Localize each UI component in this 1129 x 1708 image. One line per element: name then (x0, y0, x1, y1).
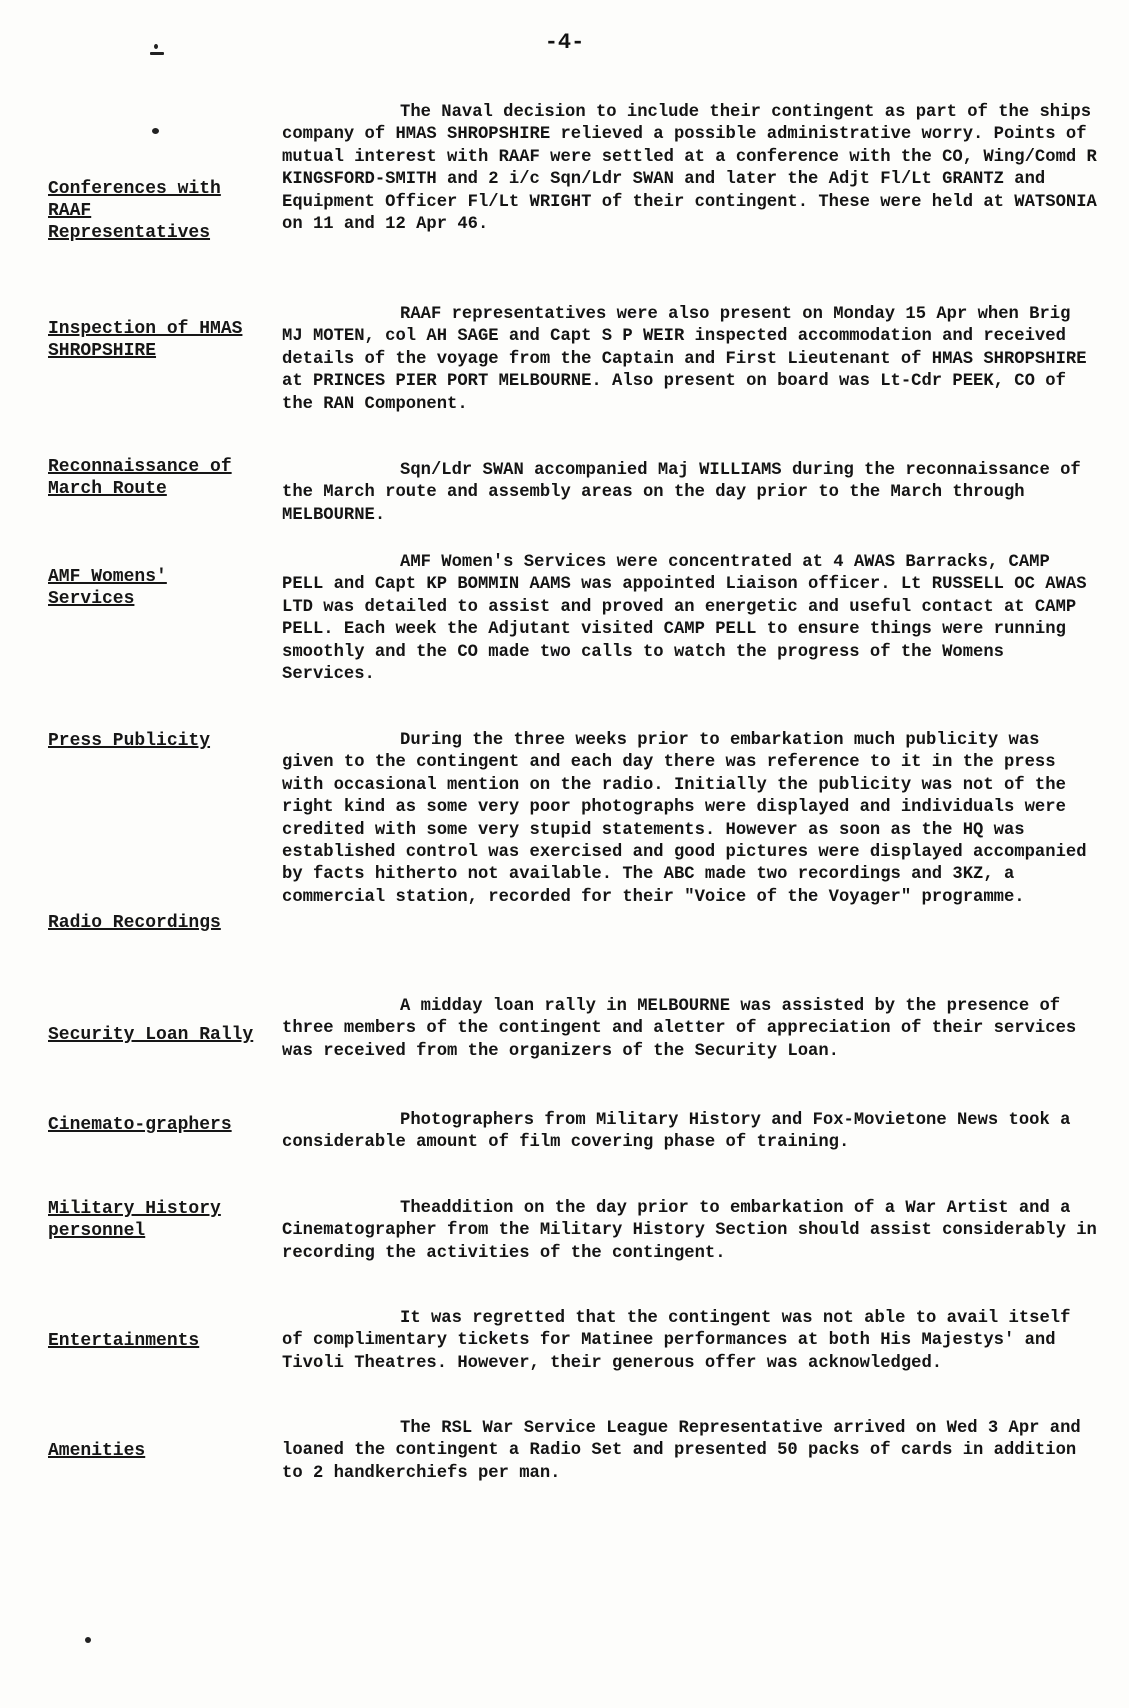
side-heading-conferences: Conferences with RAAF Representatives (48, 179, 221, 243)
scan-speck (150, 52, 164, 55)
side-heading-entertainments: Entertainments (48, 1331, 200, 1351)
side-heading-security-loan-rally: Security Loan Rally (48, 1025, 254, 1045)
side-heading-amenities: Amenities (48, 1441, 146, 1461)
paragraph-amenities: The RSL War Service League Representative arrived on Wed 3 Apr and loaned the contingent a Radio Set and presented 50 packs of cards in addition to 2 handkerchiefs per man. (282, 1419, 1081, 1483)
side-heading-military-history: Military History personnel (48, 1199, 221, 1241)
paragraph-entertainments: It was regretted that the contingent was not able to avail itself of complimentary tickets for Matinee performances at both His Majestys' and Tivoli Theatres. However, their generous offer was acknowledged. (282, 1309, 1071, 1373)
paragraph-reconnaissance: Sqn/Ldr SWAN accompanied Maj WILLIAMS during the reconnaissance of the March route and assembly areas on the day prior to the March through MELBOURNE. (282, 461, 1081, 525)
side-heading-press-publicity: Press Publicity (48, 731, 211, 751)
side-heading-womens-services: AMF Womens' Services (48, 567, 167, 609)
scan-speck (152, 128, 159, 134)
paragraph-military-history: Theaddition on the day prior to embarkation of a War Artist and a Cinematographer from the Military History Section should assist considerably in recording the activities of the contingent. (282, 1199, 1097, 1263)
paragraph-conferences: The Naval decision to include their contingent as part of the ships company of HMAS SHROPSHIRE relieved a possible administrative worry. Points of mutual interest with RAAF were settled at a conference with the CO, Wing/Comd R KINGSFORD-SMITH and 2 i/c Sqn/Ldr SWAN and later the Adjt Fl/Lt GRANTZ and Equipment Officer Fl/Lt WRIGHT of their contingent. These were held at WATSONIA on 11 and 12 Apr 46. (282, 103, 1097, 235)
side-heading-radio-recordings: Radio Recordings (48, 913, 221, 933)
paragraph-womens-services: AMF Women's Services were concentrated at 4 AWAS Barracks, CAMP PELL and Capt KP BOMMIN AAMS was appointed Liaison officer. Lt RUSSELL OC AWAS LTD was detailed to assist and proved an energetic and useful contact at CAMP PELL. Each week the Adjutant visited CAMP PELL to ensure things were running smoothly and the CO made two calls to watch the progress of the Womens Services. (282, 553, 1087, 685)
scan-speck (154, 44, 158, 49)
paragraph-cinematographers: Photographers from Military History and Fox-Movietone News took a considerable amount of film covering phase of training. (282, 1111, 1071, 1153)
side-heading-reconnaissance: Reconnaissance of March Route (48, 457, 232, 499)
paragraph-press-publicity: During the three weeks prior to embarkation much publicity was given to the contingent and each day there was reference to it in the press with occasional mention on the radio. Initially the publicity was not of the right kind as some very poor photographs were displayed and individuals were credited with some very stupid statements. However as soon as the HQ was established control was exercised and good pictures were displayed accompanied by facts hitherto not available. The ABC made two recordings and 3KZ, a commercial station, recorded for their "Voice of the Voyager" programme. (282, 731, 1087, 907)
page-number: -4- (544, 30, 585, 55)
side-heading-cinematographers: Cinemato-graphers (48, 1115, 232, 1135)
side-heading-inspection: Inspection of HMAS SHROPSHIRE (48, 319, 243, 361)
paragraph-security-loan-rally: A midday loan rally in MELBOURNE was assisted by the presence of three members of the contingent and aletter of appreciation of their services was received from the organizers of the Security Loan. (282, 997, 1077, 1061)
paragraph-inspection: RAAF representatives were also present on Monday 15 Apr when Brig MJ MOTEN, col AH SAGE and Capt S P WEIR inspected accommodation and received details of the voyage from the Captain and First Lieutenant of HMAS SHROPSHIRE at PRINCES PIER PORT MELBOURNE. Also present on board was Lt-Cdr PEEK, CO of the RAN Component. (282, 305, 1087, 414)
scan-speck (85, 1637, 91, 1643)
